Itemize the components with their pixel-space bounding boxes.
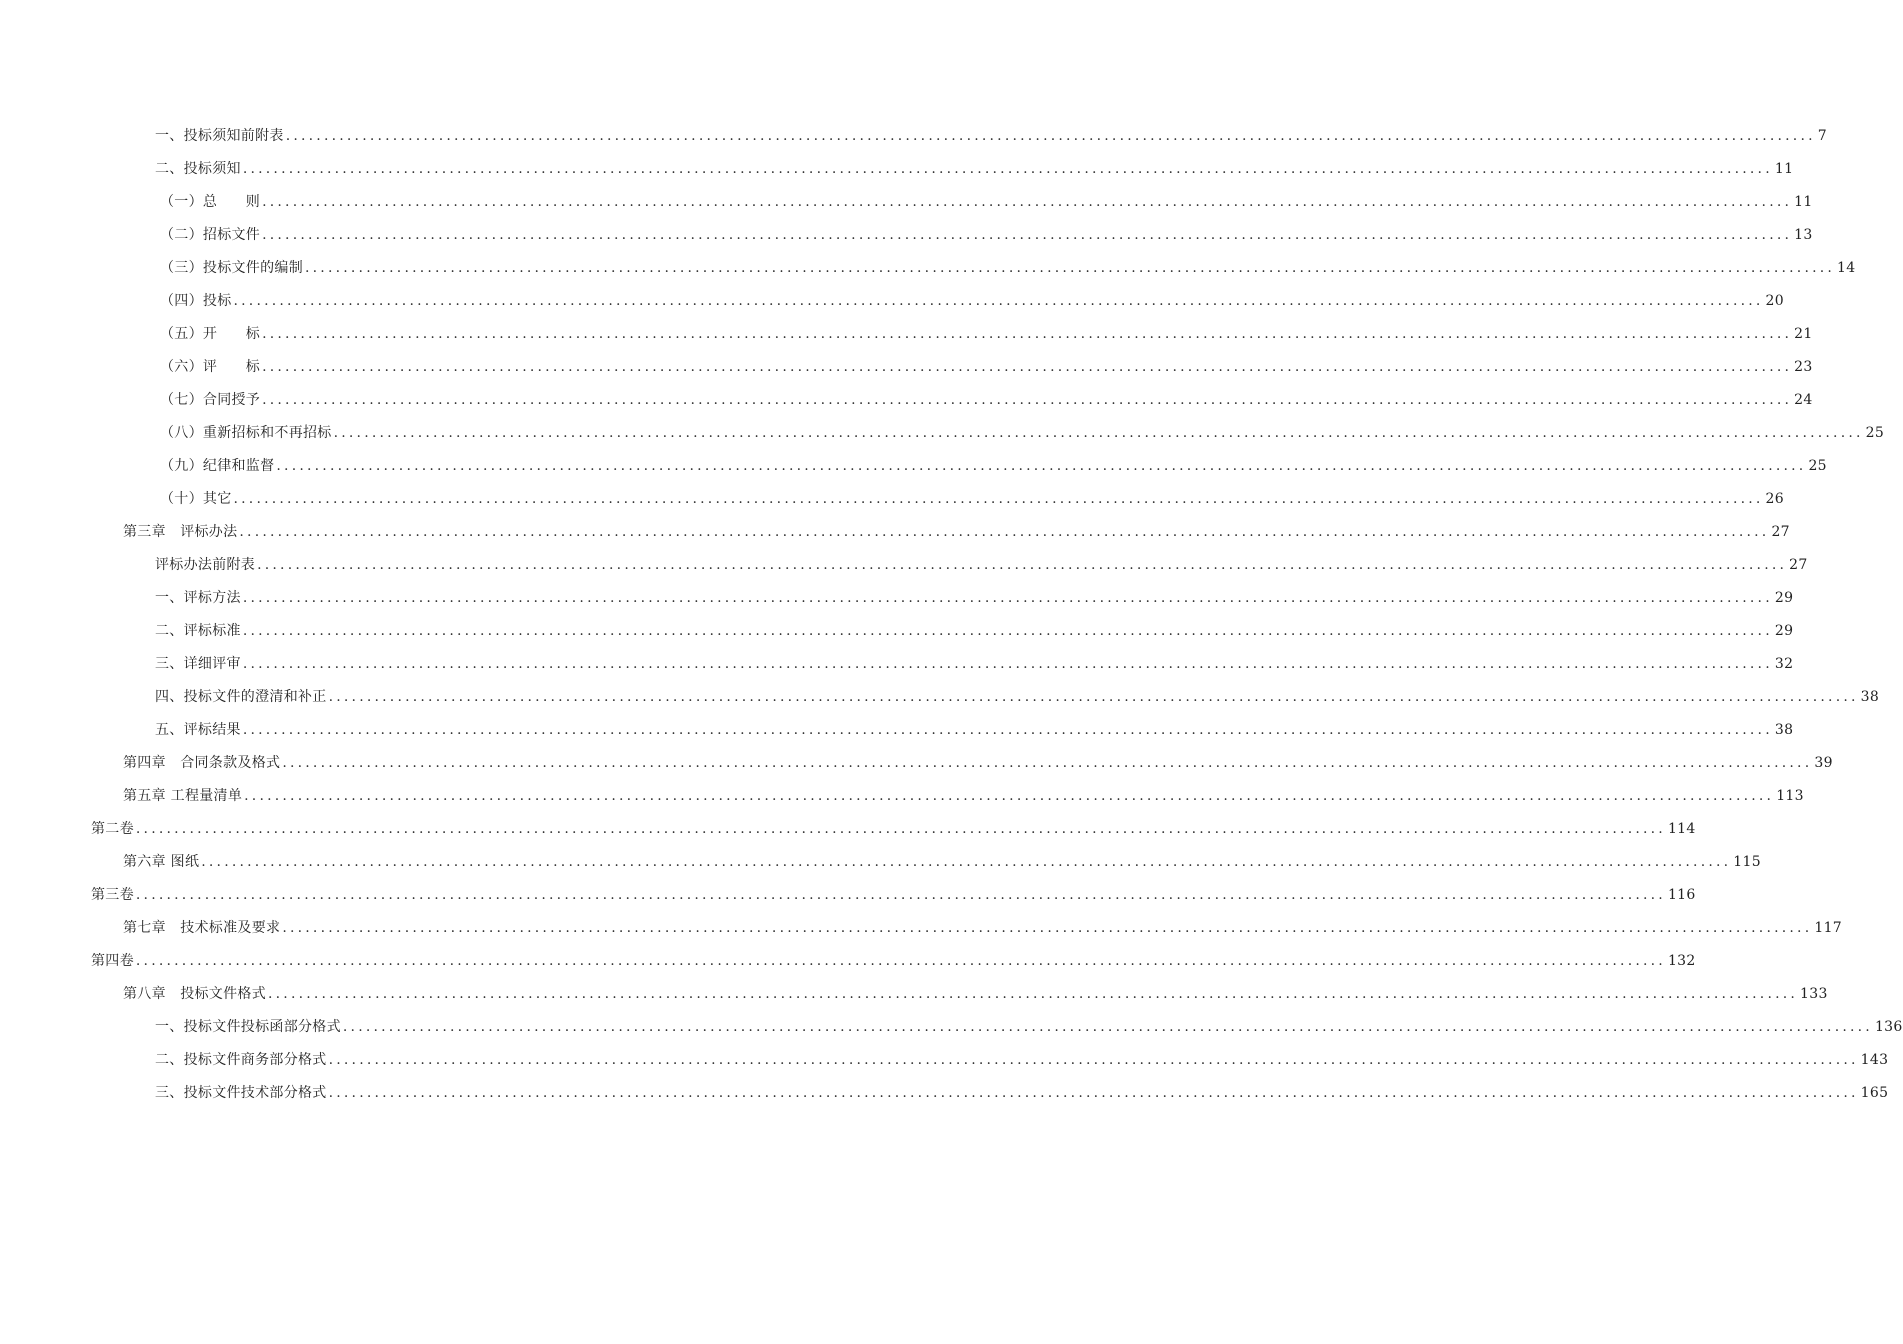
- toc-entry-page: 25: [1865, 425, 1885, 441]
- toc-entry[interactable]: [91, 879, 1696, 912]
- toc-entry[interactable]: [160, 318, 1813, 351]
- dot-leader: ........................................................................................................................................................................................................: [257, 557, 1788, 573]
- toc-entry[interactable]: [123, 846, 1761, 879]
- toc-entry-title: （八）重新招标和不再招标: [160, 425, 332, 441]
- toc-entry[interactable]: [123, 516, 1790, 549]
- toc-entry-page: 24: [1794, 392, 1813, 408]
- dot-leader: ........................................................................................................................................................................................................: [233, 491, 1764, 507]
- toc-entry-title: （九）纪律和监督: [160, 458, 275, 474]
- dot-leader: ........................................................................................................................................................................................................: [135, 953, 1666, 969]
- toc-entry-title: （一）总 则: [160, 194, 261, 210]
- toc-entry-title: （七）合同授予: [160, 392, 261, 408]
- dot-leader: ........................................................................................................................................................................................................: [328, 689, 1859, 705]
- dot-leader: ........................................................................................................................................................................................................: [305, 260, 1836, 276]
- toc-entry-title: 二、评标标准: [155, 623, 241, 639]
- dot-leader: ........................................................................................................................................................................................................: [262, 227, 1793, 243]
- toc-entry-title: 三、详细评审: [155, 656, 241, 672]
- toc-entry-page: 29: [1774, 623, 1794, 639]
- toc-entry-title: 一、投标须知前附表: [155, 128, 284, 144]
- toc-entry[interactable]: [123, 747, 1833, 780]
- toc-entry-page: 136: [1874, 1019, 1903, 1035]
- toc-entry-page: 7: [1817, 128, 1827, 144]
- toc-entry-page: 115: [1733, 854, 1761, 870]
- toc-entry-title: 第六章 图纸: [123, 854, 200, 870]
- toc-entry-page: 132: [1667, 953, 1696, 969]
- toc-entry[interactable]: [155, 153, 1794, 186]
- toc-entry-page: 14: [1837, 260, 1856, 276]
- toc-entry[interactable]: [160, 384, 1813, 417]
- toc-entry-page: 133: [1800, 986, 1828, 1002]
- toc-entry-page: 117: [1814, 920, 1842, 936]
- toc-entry[interactable]: [160, 450, 1827, 483]
- toc-entry[interactable]: [91, 945, 1696, 978]
- toc-entry-title: 一、投标文件投标函部分格式: [155, 1019, 341, 1035]
- toc-entry[interactable]: [160, 285, 1784, 318]
- dot-leader: ........................................................................................................................................................................................................: [135, 821, 1666, 837]
- dot-leader: ........................................................................................................................................................................................................: [201, 854, 1732, 870]
- toc-entry[interactable]: [123, 780, 1804, 813]
- toc-entry-title: 一、评标方法: [155, 590, 241, 606]
- toc-entry-page: 143: [1860, 1052, 1889, 1068]
- toc-entry[interactable]: [123, 978, 1828, 1011]
- toc-entry-title: 第八章 投标文件格式: [123, 986, 266, 1002]
- dot-leader: ........................................................................................................................................................................................................: [242, 590, 1773, 606]
- dot-leader: ........................................................................................................................................................................................................: [268, 986, 1799, 1002]
- dot-leader: ........................................................................................................................................................................................................: [328, 1085, 1859, 1101]
- toc-entry[interactable]: [160, 219, 1813, 252]
- toc-entry-title: （六）评 标: [160, 359, 261, 375]
- toc-entry-title: 二、投标须知: [155, 161, 241, 177]
- dot-leader: ........................................................................................................................................................................................................: [333, 425, 1864, 441]
- toc-entry-title: 第三卷: [91, 887, 134, 903]
- toc-entry-page: 116: [1667, 887, 1696, 903]
- dot-leader: ........................................................................................................................................................................................................: [135, 887, 1666, 903]
- toc-entry-title: 第四卷: [91, 953, 134, 969]
- toc-entry-page: 25: [1808, 458, 1827, 474]
- toc-entry-page: 13: [1794, 227, 1813, 243]
- toc-entry-title: 第四章 合同条款及格式: [123, 755, 281, 771]
- toc-entry-title: 第五章 工程量清单: [123, 788, 243, 804]
- toc-entry[interactable]: [155, 615, 1794, 648]
- dot-leader: ........................................................................................................................................................................................................: [262, 326, 1793, 342]
- toc-entry[interactable]: [155, 120, 1827, 153]
- dot-leader: ........................................................................................................................................................................................................: [233, 293, 1764, 309]
- dot-leader: ........................................................................................................................................................................................................: [244, 788, 1775, 804]
- toc-entry-page: 165: [1860, 1085, 1889, 1101]
- toc-entry-title: 二、投标文件商务部分格式: [155, 1052, 327, 1068]
- toc-entry[interactable]: [160, 351, 1813, 384]
- toc-entry[interactable]: [155, 549, 1808, 582]
- toc-entry-title: （十）其它: [160, 491, 232, 507]
- toc-entry[interactable]: [155, 1044, 1889, 1077]
- toc-entry[interactable]: [155, 681, 1880, 714]
- dot-leader: ........................................................................................................................................................................................................: [262, 359, 1793, 375]
- dot-leader: ........................................................................................................................................................................................................: [242, 161, 1773, 177]
- toc-entry[interactable]: [155, 1011, 1903, 1044]
- toc-entry[interactable]: [160, 483, 1784, 516]
- dot-leader: ........................................................................................................................................................................................................: [282, 920, 1813, 936]
- toc-entry[interactable]: [123, 912, 1842, 945]
- toc-entry[interactable]: [155, 714, 1794, 747]
- toc-entry-page: 11: [1794, 194, 1813, 210]
- dot-leader: ........................................................................................................................................................................................................: [285, 128, 1816, 144]
- toc-entry[interactable]: [155, 1077, 1889, 1110]
- toc-entry-title: 五、评标结果: [155, 722, 241, 738]
- toc-entry-title: （三）投标文件的编制: [160, 260, 303, 276]
- toc-entry-title: （四）投标: [160, 293, 232, 309]
- toc-entry[interactable]: [160, 186, 1813, 219]
- toc-entry-page: 39: [1814, 755, 1833, 771]
- dot-leader: ........................................................................................................................................................................................................: [262, 392, 1793, 408]
- toc-entry-page: 38: [1860, 689, 1880, 705]
- toc-entry-page: 27: [1771, 524, 1790, 540]
- toc-entry-page: 11: [1774, 161, 1794, 177]
- toc-entry[interactable]: [91, 813, 1696, 846]
- toc-entry[interactable]: [160, 417, 1885, 450]
- toc-entry[interactable]: [155, 582, 1794, 615]
- toc-entry-page: 113: [1776, 788, 1804, 804]
- toc-entry-page: 32: [1774, 656, 1794, 672]
- toc-entry-title: 三、投标文件技术部分格式: [155, 1085, 327, 1101]
- toc-entry-title: 四、投标文件的澄清和补正: [155, 689, 327, 705]
- dot-leader: ........................................................................................................................................................................................................: [342, 1019, 1873, 1035]
- toc-entry-page: 21: [1794, 326, 1813, 342]
- toc-entry-page: 20: [1765, 293, 1784, 309]
- dot-leader: ........................................................................................................................................................................................................: [276, 458, 1807, 474]
- toc-entry-title: （五）开 标: [160, 326, 261, 342]
- dot-leader: ........................................................................................................................................................................................................: [328, 1052, 1859, 1068]
- toc-entry-title: 第二卷: [91, 821, 134, 837]
- dot-leader: ........................................................................................................................................................................................................: [242, 722, 1773, 738]
- toc-entry-title: 第七章 技术标准及要求: [123, 920, 281, 936]
- dot-leader: ........................................................................................................................................................................................................: [239, 524, 1770, 540]
- toc-entry[interactable]: [160, 252, 1856, 285]
- toc-entry-page: 29: [1774, 590, 1794, 606]
- toc-entry-title: 第三章 评标办法: [123, 524, 238, 540]
- toc-entry[interactable]: [155, 648, 1794, 681]
- toc-entry-page: 38: [1774, 722, 1794, 738]
- dot-leader: ........................................................................................................................................................................................................: [242, 623, 1773, 639]
- toc-entry-page: 114: [1667, 821, 1696, 837]
- toc-entry-page: 26: [1765, 491, 1784, 507]
- toc-entry-title: （二）招标文件: [160, 227, 261, 243]
- dot-leader: ........................................................................................................................................................................................................: [282, 755, 1813, 771]
- toc-entry-page: 27: [1789, 557, 1808, 573]
- dot-leader: ........................................................................................................................................................................................................: [262, 194, 1793, 210]
- dot-leader: ........................................................................................................................................................................................................: [242, 656, 1773, 672]
- toc-entry-page: 23: [1794, 359, 1813, 375]
- toc-entry-title: 评标办法前附表: [155, 557, 256, 573]
